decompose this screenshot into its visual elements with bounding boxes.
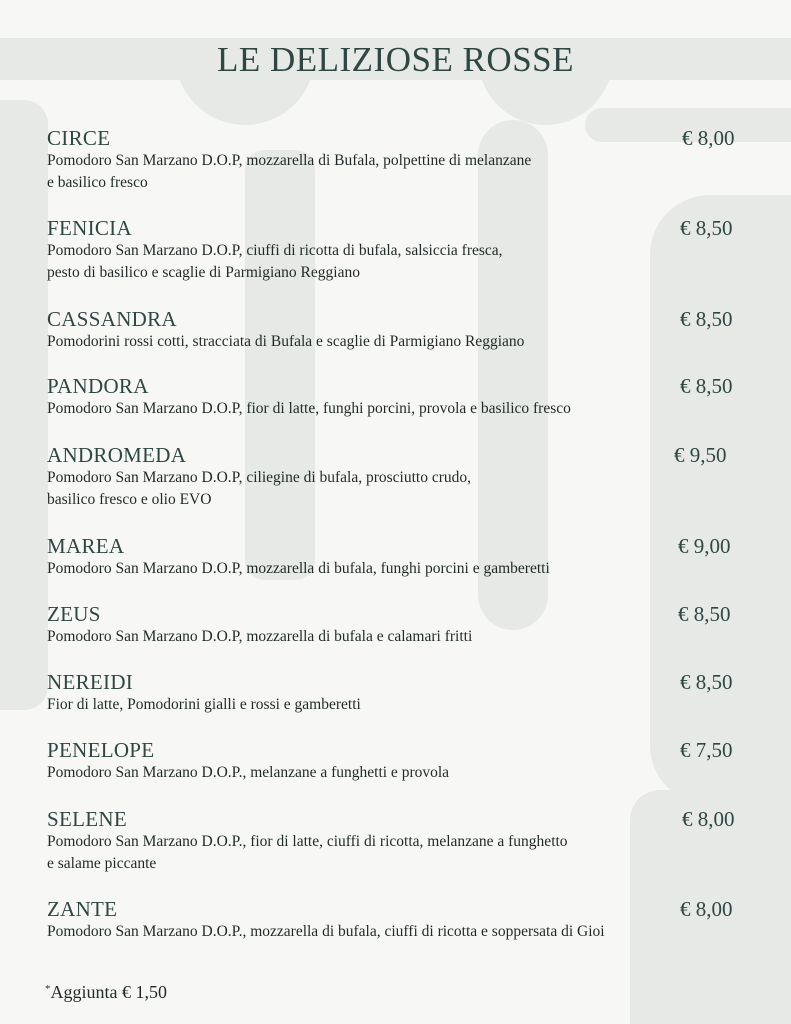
item-description-line: Pomodorini rossi cotti, stracciata di Bufala e scaglie di Parmigiano Reggiano <box>47 333 525 350</box>
item-name: CASSANDRA <box>47 307 177 331</box>
item-price: € 8,50 <box>680 307 733 331</box>
background-fork-handle <box>245 150 315 580</box>
menu-item-selene <box>47 807 747 875</box>
menu-item-nereidi <box>47 670 747 716</box>
item-name: ZANTE <box>47 897 118 921</box>
item-description-line: Pomodoro San Marzano D.O.P, mozzarella di bufala, funghi porcini e gamberetti <box>47 560 550 577</box>
item-description-line: Fior di latte, Pomodorini gialli e rossi e gamberetti <box>47 696 361 713</box>
item-description-line: Pomodoro San Marzano D.O.P., mozzarella di bufala, ciuffi di ricotta e soppersata di Gioi <box>47 923 605 940</box>
item-description-line: e basilico fresco <box>47 174 148 191</box>
item-description <box>47 626 687 648</box>
item-description <box>47 331 687 353</box>
item-price: € 8,50 <box>680 670 733 694</box>
menu-item-zeus <box>47 602 747 648</box>
menu-item-marea <box>47 534 747 580</box>
item-price: € 7,50 <box>680 738 733 762</box>
item-description-line: Pomodoro San Marzano D.O.P, mozzarella di Bufala, polpettine di melanzane <box>47 152 532 169</box>
menu-item-cassandra <box>47 307 747 353</box>
item-description <box>47 762 687 784</box>
item-name: ZEUS <box>47 602 101 626</box>
item-description <box>47 398 707 420</box>
item-description <box>47 467 687 511</box>
menu-title: LE DELIZIOSE ROSSE <box>216 40 575 79</box>
menu-item-pandora <box>47 374 747 420</box>
item-price: € 8,50 <box>678 602 731 626</box>
item-description-line: basilico fresco e olio EVO <box>47 491 212 508</box>
item-price: € 8,50 <box>680 216 733 240</box>
menu-item-circe <box>47 126 747 194</box>
footnote-text: Aggiunta € 1,50 <box>50 982 167 1002</box>
menu-item-andromeda <box>47 443 747 511</box>
menu-item-fenicia <box>47 216 747 284</box>
item-description-line: Pomodoro San Marzano D.O.P, fior di latte, funghi porcini, provola e basilico fresco <box>47 400 571 417</box>
item-name: MAREA <box>47 534 125 558</box>
footnote <box>45 982 167 1003</box>
menu-item-penelope <box>47 738 747 784</box>
item-name: CIRCE <box>47 126 111 150</box>
item-description-line: Pomodoro San Marzano D.O.P, ciliegine di bufala, prosciutto crudo, <box>47 469 472 486</box>
item-price: € 8,50 <box>680 374 733 398</box>
footnote-mark: * <box>45 983 51 995</box>
item-description <box>47 150 687 194</box>
item-price: € 8,00 <box>680 897 733 921</box>
item-description-line: Pomodoro San Marzano D.O.P, mozzarella di bufala e calamari fritti <box>47 628 473 645</box>
item-description-line: e salame piccante <box>47 855 157 872</box>
item-description-line: Pomodoro San Marzano D.O.P., fior di latte, ciuffi di ricotta, melanzane a funghetto <box>47 833 568 850</box>
item-description <box>47 694 687 716</box>
item-description <box>47 558 687 580</box>
item-description-line: Pomodoro San Marzano D.O.P, ciuffi di ricotta di bufala, salsiccia fresca, <box>47 242 503 259</box>
item-description <box>47 831 707 875</box>
item-name: PANDORA <box>47 374 149 398</box>
item-description-line: pesto di basilico e scaglie di Parmigiano Reggiano <box>47 264 360 281</box>
item-price: € 9,50 <box>674 443 727 467</box>
item-price: € 8,00 <box>682 807 735 831</box>
item-name: ANDROMEDA <box>47 443 187 467</box>
item-price: € 8,00 <box>682 126 735 150</box>
item-name: NEREIDI <box>47 670 134 694</box>
background-knife-left <box>0 100 48 710</box>
item-description <box>47 921 737 943</box>
item-name: PENELOPE <box>47 738 155 762</box>
item-description-line: Pomodoro San Marzano D.O.P., melanzane a funghetti e provola <box>47 764 450 781</box>
item-description <box>47 240 687 284</box>
menu-item-zante <box>47 897 747 943</box>
item-price: € 9,00 <box>678 534 731 558</box>
item-name: SELENE <box>47 807 127 831</box>
item-name: FENICIA <box>47 216 132 240</box>
